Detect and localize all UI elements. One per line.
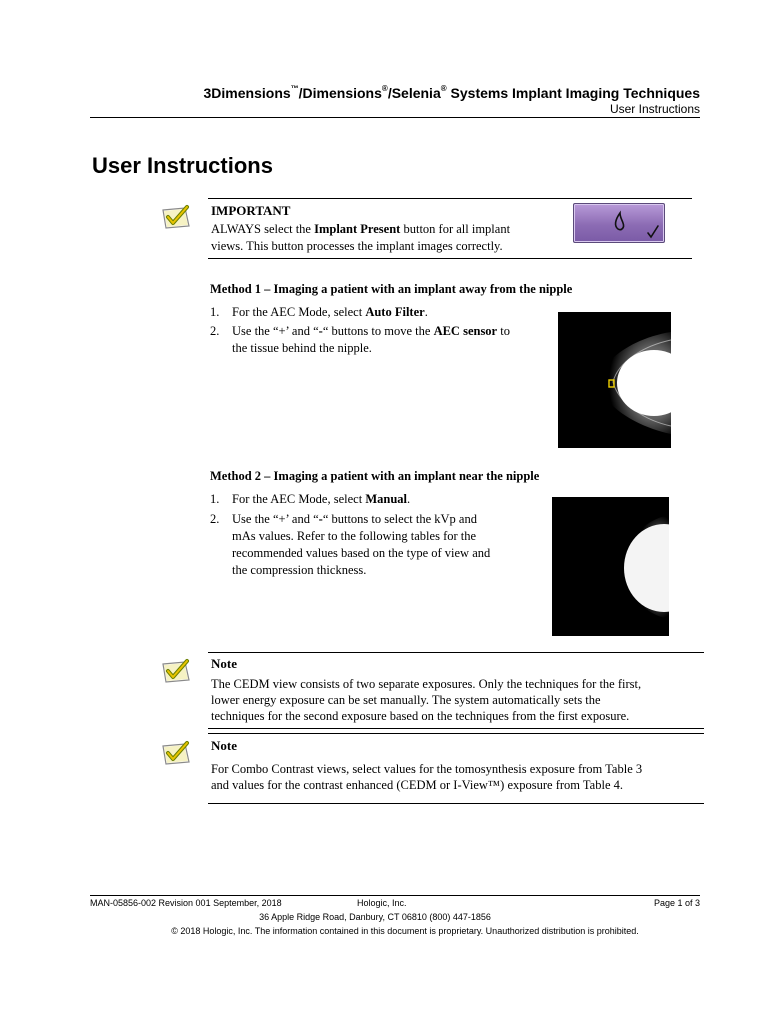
note-check-icon <box>161 204 191 230</box>
method1-step-2 <box>210 323 550 357</box>
footer-divider <box>90 895 700 896</box>
step-text <box>232 511 490 579</box>
note2-bottom-rule <box>208 803 704 804</box>
footer-page-number: Page 1 of 3 <box>653 898 700 908</box>
method2-step-2 <box>210 511 550 579</box>
aec-sensor-label: AEC sensor <box>433 324 498 338</box>
registered-symbol: ® <box>440 84 447 93</box>
important-label: IMPORTANT <box>211 203 291 218</box>
text-run: . <box>407 492 411 506</box>
minus-symbol: - <box>318 324 323 338</box>
text-run: button for all implant <box>400 222 511 236</box>
auto-filter-label: Auto Filter <box>365 305 425 319</box>
step-number: 2. <box>210 512 220 526</box>
note1-label: Note <box>211 656 237 671</box>
note2-top-rule <box>208 733 704 734</box>
trademark-symbol: ™ <box>290 84 299 93</box>
method1-title: Method 1 – Imaging a patient with an implant away from the nipple <box>210 282 573 296</box>
step-number: 1. <box>210 305 220 319</box>
note2-label: Note <box>211 738 237 753</box>
header-title-part: /Dimensions <box>298 85 382 101</box>
text-run: For the AEC Mode, select <box>232 492 366 506</box>
registered-symbol: ® <box>381 84 388 93</box>
text-run: Use the “+’ and “ <box>232 324 319 338</box>
note1-text-line1: The CEDM view consists of two separate exposures. Only the techniques for the first, <box>211 677 642 691</box>
step-text <box>232 323 510 357</box>
minus-symbol: - <box>318 512 323 526</box>
text-run: to <box>497 324 510 338</box>
note1-top-rule <box>208 652 704 653</box>
mammogram-image-aec-sensor <box>558 312 671 448</box>
text-run: . <box>424 305 428 319</box>
page-title: User Instructions <box>92 153 273 178</box>
text-run: the compression thickness. <box>232 563 367 577</box>
footer-address: 36 Apple Ridge Road, Danbury, CT 06810 (800) 447-1856 <box>259 912 491 922</box>
step-number: 1. <box>210 492 220 506</box>
note1-text-line3: techniques for the second exposure based on the techniques from the first exposure. <box>211 709 630 723</box>
implant-droplet-icon <box>574 204 664 242</box>
header-title-part: 3Dimensions <box>203 85 291 101</box>
text-run: the tissue behind the nipple. <box>232 341 372 355</box>
note2-text-line1: For Combo Contrast views, select values for the tomosynthesis exposure from Table 3 <box>211 762 643 776</box>
document-header-title <box>90 85 700 101</box>
important-text-line2: views. This button processes the implant images correctly. <box>211 239 503 253</box>
step-number: 2. <box>210 324 220 338</box>
text-run: For the AEC Mode, select <box>232 305 366 319</box>
mammogram-image-manual <box>552 497 669 636</box>
step-text <box>232 304 428 321</box>
header-divider <box>90 117 700 118</box>
important-top-rule <box>208 198 692 199</box>
implant-present-button[interactable] <box>573 203 665 243</box>
note-check-icon <box>161 658 191 684</box>
manual-label: Manual <box>365 492 408 506</box>
note1-text-line2: lower energy exposure can be set manually. The system automatically sets the <box>211 693 601 707</box>
text-run: Use the “+’ and “ <box>232 512 319 526</box>
note2-text-line2: and values for the contrast enhanced (CEDM or I-View™) exposure from Table 4. <box>211 778 623 792</box>
text-run: ALWAYS select the <box>211 222 315 236</box>
step-text <box>232 491 410 508</box>
footer-company: Hologic, Inc. <box>357 898 407 908</box>
text-run: recommended values based on the type of view and <box>232 546 491 560</box>
text-run: “ buttons to select the kVp and <box>322 512 477 526</box>
header-title-part: /Selenia <box>387 85 441 101</box>
note1-bottom-rule <box>208 728 704 729</box>
method2-step-1 <box>210 491 550 508</box>
important-text-line1 <box>211 221 510 238</box>
footer-copyright: © 2018 Hologic, Inc. The information contained in this document is proprietary. Unauthorized distribution is prohibited. <box>171 926 639 936</box>
implant-present-label: Implant Present <box>314 222 401 236</box>
important-bottom-rule <box>208 258 692 259</box>
note-check-icon <box>161 740 191 766</box>
document-header-subtitle: User Instructions <box>609 102 700 116</box>
text-run: “ buttons to move the <box>322 324 434 338</box>
header-title-part: Systems Implant Imaging Techniques <box>446 85 700 101</box>
footer-doc-id: MAN-05856-002 Revision 001 September, 2018 <box>90 898 282 908</box>
text-run: mAs values. Refer to the following tables for the <box>232 529 477 543</box>
method2-title: Method 2 – Imaging a patient with an implant near the nipple <box>210 469 540 483</box>
method1-step-1 <box>210 304 550 321</box>
